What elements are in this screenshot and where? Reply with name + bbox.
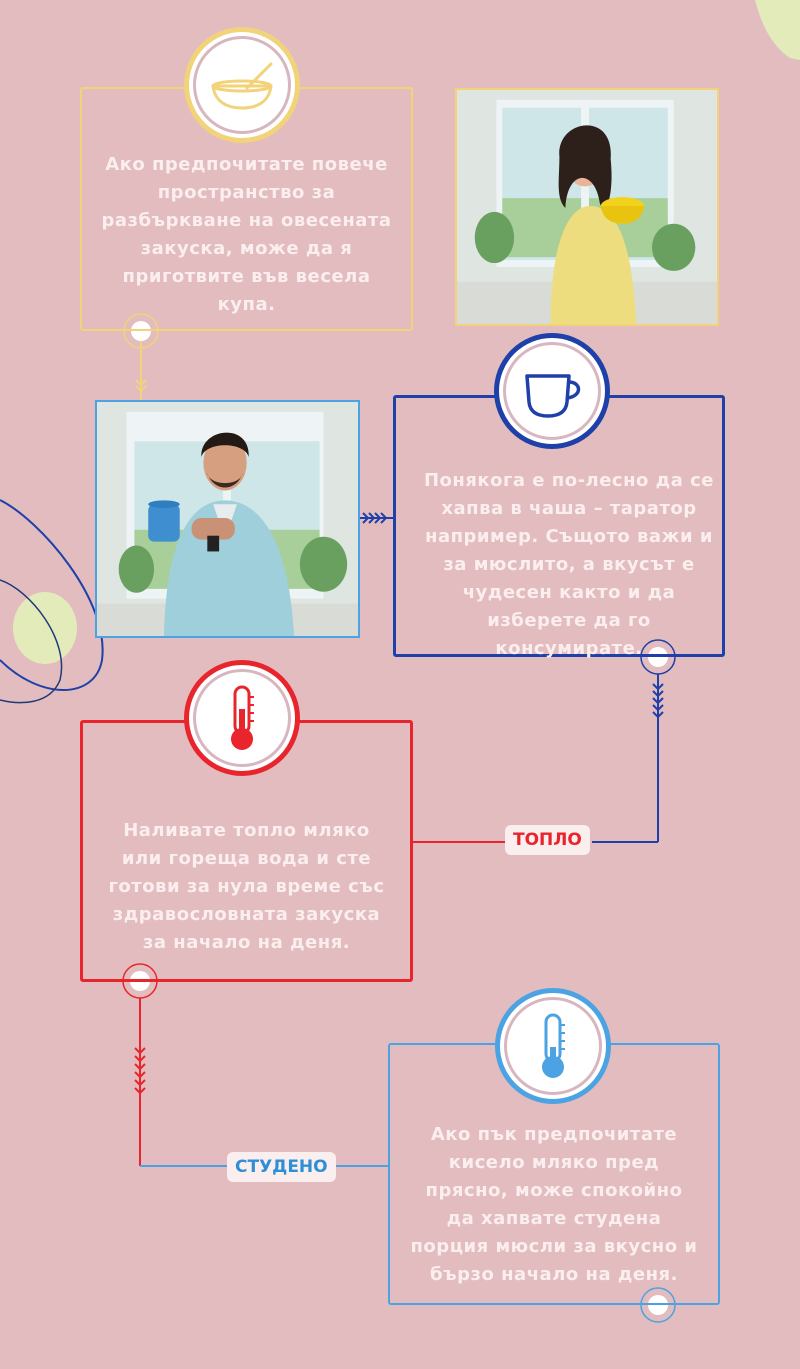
thermometer-cold-icon-badge <box>495 988 611 1104</box>
step-text-cup: Понякога е по-лесно да се хапва в чаша – таратор например. Същото важи и за мюслито, а вкусът е чудесен както и да изберете да го консумирате. <box>423 470 715 659</box>
cup-icon-badge <box>494 333 610 449</box>
thermometer-hot-icon <box>207 683 277 753</box>
bowl-icon <box>207 50 277 120</box>
photo-woman-with-bowl <box>455 88 719 326</box>
warm-label: ТОПЛО <box>505 825 590 855</box>
thermometer-cold-icon <box>518 1011 588 1081</box>
cup-icon <box>517 356 587 426</box>
decorative-blob-top-right <box>755 0 800 60</box>
decorative-blob-left <box>13 592 77 664</box>
cold-label: СТУДЕНО <box>227 1152 336 1182</box>
step-text-cold: Ако пък предпочитате кисело мляко пред прясно, може спокойно да хапвате студена порция мюсли за вкусно и бързо начало на деня. <box>410 1124 698 1285</box>
step-text-warm: Наливате топло мляко или гореща вода и сте готови за нула време със здравословната закуска за начало на деня. <box>108 820 385 953</box>
step-text-bowl: Ако предпочитате повече пространство за разбъркване на овесената закуска, може да я приготвите във весела купа. <box>101 154 392 315</box>
thermometer-hot-icon-badge <box>184 660 300 776</box>
photo-man-with-mug <box>95 400 360 638</box>
bowl-icon-badge <box>184 27 300 143</box>
